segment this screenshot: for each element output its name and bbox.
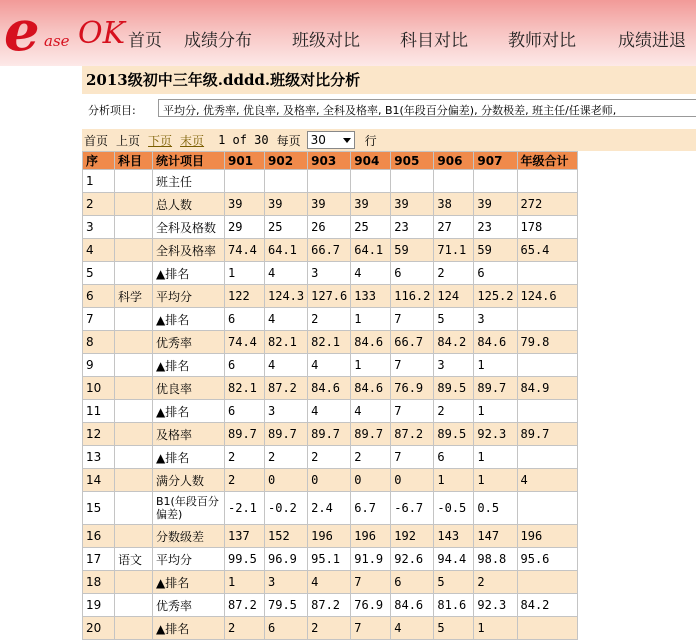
row-index: 16 [83, 525, 115, 548]
table-header-row [83, 152, 578, 170]
value-cell: 0 [351, 469, 391, 492]
table-row [83, 216, 578, 239]
value-cell: 5 [434, 571, 474, 594]
value-cell [517, 400, 577, 423]
value-cell [517, 354, 577, 377]
row-index: 1 [83, 170, 115, 193]
value-cell: 6 [434, 446, 474, 469]
stat-item-cell: 平均分 [153, 548, 225, 571]
row-index: 7 [83, 308, 115, 331]
value-cell: 125.2 [474, 285, 517, 308]
value-cell: 84.6 [391, 594, 434, 617]
value-cell [517, 446, 577, 469]
row-index: 6 [83, 285, 115, 308]
subject-cell: 科学 [115, 285, 153, 308]
table-row [83, 308, 578, 331]
value-cell: 89.5 [434, 377, 474, 400]
value-cell [517, 492, 577, 525]
value-cell [308, 170, 351, 193]
value-cell: 4 [265, 262, 308, 285]
value-cell: 26 [308, 216, 351, 239]
value-cell: 196 [308, 525, 351, 548]
value-cell: 76.9 [351, 594, 391, 617]
column-header: 903 [308, 152, 351, 170]
value-cell: 82.1 [265, 331, 308, 354]
value-cell: 2 [434, 400, 474, 423]
top-banner [0, 0, 696, 66]
nav-score-distribution[interactable]: 成绩分布 [184, 31, 252, 51]
stat-item-cell: ▲排名 [153, 354, 225, 377]
table-row [83, 548, 578, 571]
value-cell: 127.6 [308, 285, 351, 308]
value-cell: 2 [225, 617, 265, 640]
value-cell [517, 571, 577, 594]
value-cell: 39 [391, 193, 434, 216]
value-cell: 122 [225, 285, 265, 308]
table-row [83, 423, 578, 446]
row-index: 11 [83, 400, 115, 423]
value-cell: 27 [434, 216, 474, 239]
table-row [83, 400, 578, 423]
table-row [83, 354, 578, 377]
table-row [83, 170, 578, 193]
value-cell: 7 [391, 446, 434, 469]
row-index: 3 [83, 216, 115, 239]
value-cell [434, 170, 474, 193]
stat-item-cell: B1(年段百分偏差) [153, 492, 225, 525]
value-cell: 84.6 [351, 377, 391, 400]
value-cell: 84.6 [308, 377, 351, 400]
stat-item-cell: 满分人数 [153, 469, 225, 492]
pager-info: 1 of 30 [218, 133, 269, 147]
value-cell: 2 [434, 262, 474, 285]
value-cell: 6 [225, 308, 265, 331]
value-cell: 192 [391, 525, 434, 548]
value-cell: -0.5 [434, 492, 474, 525]
value-cell: 7 [351, 571, 391, 594]
column-header: 906 [434, 152, 474, 170]
value-cell: 7 [391, 354, 434, 377]
table-row [83, 239, 578, 262]
value-cell: 4 [351, 400, 391, 423]
value-cell: 76.9 [391, 377, 434, 400]
subject-cell [115, 239, 153, 262]
stat-item-cell: ▲排名 [153, 617, 225, 640]
subject-cell [115, 170, 153, 193]
value-cell: 4 [308, 400, 351, 423]
row-index: 5 [83, 262, 115, 285]
subject-cell [115, 400, 153, 423]
row-index: 20 [83, 617, 115, 640]
table-row [83, 525, 578, 548]
value-cell: 4 [265, 308, 308, 331]
value-cell: 98.8 [474, 548, 517, 571]
value-cell: 3 [265, 400, 308, 423]
value-cell: 0 [308, 469, 351, 492]
value-cell: 7 [391, 400, 434, 423]
value-cell: 91.9 [351, 548, 391, 571]
value-cell: 196 [351, 525, 391, 548]
table-row [83, 594, 578, 617]
table-row [83, 262, 578, 285]
pager-first[interactable]: 首页 [84, 133, 109, 148]
value-cell: 2 [225, 446, 265, 469]
value-cell: 64.1 [351, 239, 391, 262]
value-cell: 82.1 [308, 331, 351, 354]
value-cell: 3 [308, 262, 351, 285]
value-cell: 96.9 [265, 548, 308, 571]
value-cell [225, 170, 265, 193]
value-cell: 2.4 [308, 492, 351, 525]
value-cell: 4 [308, 571, 351, 594]
value-cell: 4 [517, 469, 577, 492]
row-index: 13 [83, 446, 115, 469]
value-cell: 2 [474, 571, 517, 594]
nav-subject-compare[interactable]: 科目对比 [400, 31, 468, 51]
value-cell: 71.1 [434, 239, 474, 262]
value-cell: 6 [225, 400, 265, 423]
value-cell: 6 [265, 617, 308, 640]
value-cell: 143 [434, 525, 474, 548]
value-cell: 3 [265, 571, 308, 594]
column-header: 科目 [115, 152, 153, 170]
nav-score-progress[interactable]: 成绩进退 [618, 31, 686, 51]
subject-cell [115, 216, 153, 239]
value-cell [351, 170, 391, 193]
row-index: 19 [83, 594, 115, 617]
logo-e: e [4, 0, 40, 64]
value-cell [517, 262, 577, 285]
value-cell: 2 [308, 308, 351, 331]
stat-item-cell: ▲排名 [153, 571, 225, 594]
value-cell: 124 [434, 285, 474, 308]
column-header: 905 [391, 152, 434, 170]
value-cell: 65.4 [517, 239, 577, 262]
value-cell: 7 [391, 308, 434, 331]
per-page-select[interactable] [307, 131, 355, 149]
value-cell: 147 [474, 525, 517, 548]
value-cell: 89.7 [225, 423, 265, 446]
value-cell: 38 [434, 193, 474, 216]
column-header: 序 [83, 152, 115, 170]
value-cell: 79.5 [265, 594, 308, 617]
value-cell: 89.7 [517, 423, 577, 446]
value-cell: 4 [351, 262, 391, 285]
subject-cell [115, 354, 153, 377]
subject-cell [115, 262, 153, 285]
row-index: 10 [83, 377, 115, 400]
value-cell: 0.5 [474, 492, 517, 525]
value-cell: 87.2 [265, 377, 308, 400]
value-cell: 124.3 [265, 285, 308, 308]
title-bar [82, 66, 696, 94]
value-cell: 87.2 [391, 423, 434, 446]
value-cell: 5 [434, 617, 474, 640]
pager-prev[interactable]: 上页 [116, 133, 141, 148]
value-cell [517, 170, 577, 193]
value-cell: 6 [391, 571, 434, 594]
nav-home[interactable]: 首页 [128, 31, 162, 51]
stat-item-cell: ▲排名 [153, 400, 225, 423]
table-row [83, 617, 578, 640]
value-cell: 66.7 [308, 239, 351, 262]
value-cell: 3 [474, 308, 517, 331]
row-index: 4 [83, 239, 115, 262]
value-cell: 95.6 [517, 548, 577, 571]
value-cell: 1 [351, 354, 391, 377]
subject-cell [115, 377, 153, 400]
value-cell: 64.1 [265, 239, 308, 262]
value-cell: 4 [308, 354, 351, 377]
value-cell: 2 [225, 469, 265, 492]
value-cell: 152 [265, 525, 308, 548]
value-cell: 74.4 [225, 331, 265, 354]
pagination-bar [82, 129, 696, 151]
value-cell: 89.7 [474, 377, 517, 400]
row-index: 9 [83, 354, 115, 377]
stat-item-cell: 总人数 [153, 193, 225, 216]
value-cell: 5 [434, 308, 474, 331]
subject-cell [115, 469, 153, 492]
value-cell: 1 [474, 354, 517, 377]
column-header: 904 [351, 152, 391, 170]
value-cell: 1 [474, 446, 517, 469]
pager-last[interactable]: 末页 [180, 133, 205, 148]
value-cell: 84.6 [474, 331, 517, 354]
value-cell: 1 [225, 571, 265, 594]
value-cell: -2.1 [225, 492, 265, 525]
value-cell: 95.1 [308, 548, 351, 571]
value-cell: 87.2 [225, 594, 265, 617]
value-cell: 1 [225, 262, 265, 285]
value-cell: 3 [434, 354, 474, 377]
value-cell: 1 [474, 469, 517, 492]
value-cell: 0 [391, 469, 434, 492]
table-row [83, 469, 578, 492]
subject-cell [115, 617, 153, 640]
value-cell [517, 308, 577, 331]
value-cell: 84.2 [517, 594, 577, 617]
nav-teacher-compare[interactable]: 教师对比 [508, 31, 576, 51]
value-cell: -6.7 [391, 492, 434, 525]
row-index: 2 [83, 193, 115, 216]
subject-cell [115, 446, 153, 469]
chevron-down-icon [343, 138, 351, 143]
value-cell: 89.7 [308, 423, 351, 446]
logo-ase: ase [44, 32, 70, 50]
value-cell: 89.7 [265, 423, 308, 446]
value-cell: 39 [265, 193, 308, 216]
stat-item-cell: 班主任 [153, 170, 225, 193]
value-cell: 25 [351, 216, 391, 239]
value-cell: 1 [434, 469, 474, 492]
value-cell: 59 [391, 239, 434, 262]
subject-cell [115, 492, 153, 525]
analysis-label: 分析项目: [88, 104, 136, 117]
value-cell: 0 [265, 469, 308, 492]
value-cell: 6 [391, 262, 434, 285]
value-cell: 2 [308, 617, 351, 640]
rows-label: 行 [364, 133, 377, 148]
value-cell [391, 170, 434, 193]
analysis-items-row [82, 96, 696, 122]
value-cell: 39 [225, 193, 265, 216]
row-index: 12 [83, 423, 115, 446]
subject-cell [115, 308, 153, 331]
value-cell: 6 [474, 262, 517, 285]
value-cell: 23 [391, 216, 434, 239]
row-index: 15 [83, 492, 115, 525]
value-cell: 4 [265, 354, 308, 377]
value-cell: 116.2 [391, 285, 434, 308]
per-page-label: 每页 [276, 133, 301, 148]
table-row [83, 285, 578, 308]
value-cell: 2 [265, 446, 308, 469]
value-cell: -0.2 [265, 492, 308, 525]
column-header: 907 [474, 152, 517, 170]
value-cell: 4 [391, 617, 434, 640]
column-header: 统计项目 [153, 152, 225, 170]
stat-item-cell: 优秀率 [153, 594, 225, 617]
table-row [83, 331, 578, 354]
table-row [83, 377, 578, 400]
value-cell: 92.6 [391, 548, 434, 571]
pager-next[interactable]: 下页 [148, 133, 173, 148]
value-cell: 7 [351, 617, 391, 640]
stat-item-cell: 及格率 [153, 423, 225, 446]
value-cell: 39 [308, 193, 351, 216]
value-cell: 6.7 [351, 492, 391, 525]
value-cell: 133 [351, 285, 391, 308]
stat-item-cell: ▲排名 [153, 262, 225, 285]
row-index: 18 [83, 571, 115, 594]
stat-item-cell: 全科及格率 [153, 239, 225, 262]
value-cell: 2 [351, 446, 391, 469]
value-cell [474, 170, 517, 193]
value-cell: 92.3 [474, 423, 517, 446]
value-cell: 92.3 [474, 594, 517, 617]
value-cell: 1 [474, 400, 517, 423]
row-index: 17 [83, 548, 115, 571]
value-cell: 1 [474, 617, 517, 640]
row-index: 14 [83, 469, 115, 492]
value-cell [517, 617, 577, 640]
subject-cell [115, 331, 153, 354]
value-cell: 84.6 [351, 331, 391, 354]
value-cell: 89.7 [351, 423, 391, 446]
table-row [83, 492, 578, 525]
value-cell: 39 [351, 193, 391, 216]
logo-ok: OK [78, 16, 126, 51]
value-cell: 196 [517, 525, 577, 548]
value-cell: 89.5 [434, 423, 474, 446]
value-cell: 99.5 [225, 548, 265, 571]
per-page-value: 30 [310, 133, 326, 147]
value-cell: 178 [517, 216, 577, 239]
nav-class-compare[interactable]: 班级对比 [292, 31, 360, 51]
value-cell: 23 [474, 216, 517, 239]
subject-cell: 语文 [115, 548, 153, 571]
value-cell: 272 [517, 193, 577, 216]
analysis-items-field[interactable]: 平均分, 优秀率, 优良率, 及格率, 全科及格率, B1(年段百分偏差), 分数极差, 班主任/任课老师, [158, 99, 696, 117]
column-header: 年级合计 [517, 152, 577, 170]
easeok-logo[interactable] [0, 2, 124, 62]
page-title: 2013级初中三年级.dddd.班级对比分析 [86, 71, 361, 89]
stat-item-cell: 平均分 [153, 285, 225, 308]
column-header: 901 [225, 152, 265, 170]
subject-cell [115, 525, 153, 548]
subject-cell [115, 193, 153, 216]
value-cell: 137 [225, 525, 265, 548]
value-cell: 124.6 [517, 285, 577, 308]
stat-item-cell: 优良率 [153, 377, 225, 400]
stat-item-cell: 分数级差 [153, 525, 225, 548]
value-cell: 81.6 [434, 594, 474, 617]
table-row [83, 571, 578, 594]
class-compare-table [82, 151, 578, 640]
stat-item-cell: ▲排名 [153, 308, 225, 331]
table-row [83, 193, 578, 216]
value-cell: 29 [225, 216, 265, 239]
value-cell: 74.4 [225, 239, 265, 262]
value-cell: 94.4 [434, 548, 474, 571]
subject-cell [115, 594, 153, 617]
column-header: 902 [265, 152, 308, 170]
main-nav [128, 26, 696, 50]
value-cell [265, 170, 308, 193]
value-cell: 84.2 [434, 331, 474, 354]
stat-item-cell: ▲排名 [153, 446, 225, 469]
table-row [83, 446, 578, 469]
value-cell: 66.7 [391, 331, 434, 354]
value-cell: 6 [225, 354, 265, 377]
row-index: 8 [83, 331, 115, 354]
value-cell: 2 [308, 446, 351, 469]
value-cell: 59 [474, 239, 517, 262]
value-cell: 82.1 [225, 377, 265, 400]
value-cell: 39 [474, 193, 517, 216]
stat-item-cell: 优秀率 [153, 331, 225, 354]
stat-item-cell: 全科及格数 [153, 216, 225, 239]
subject-cell [115, 571, 153, 594]
value-cell: 84.9 [517, 377, 577, 400]
subject-cell [115, 423, 153, 446]
value-cell: 1 [351, 308, 391, 331]
value-cell: 87.2 [308, 594, 351, 617]
value-cell: 25 [265, 216, 308, 239]
value-cell: 79.8 [517, 331, 577, 354]
